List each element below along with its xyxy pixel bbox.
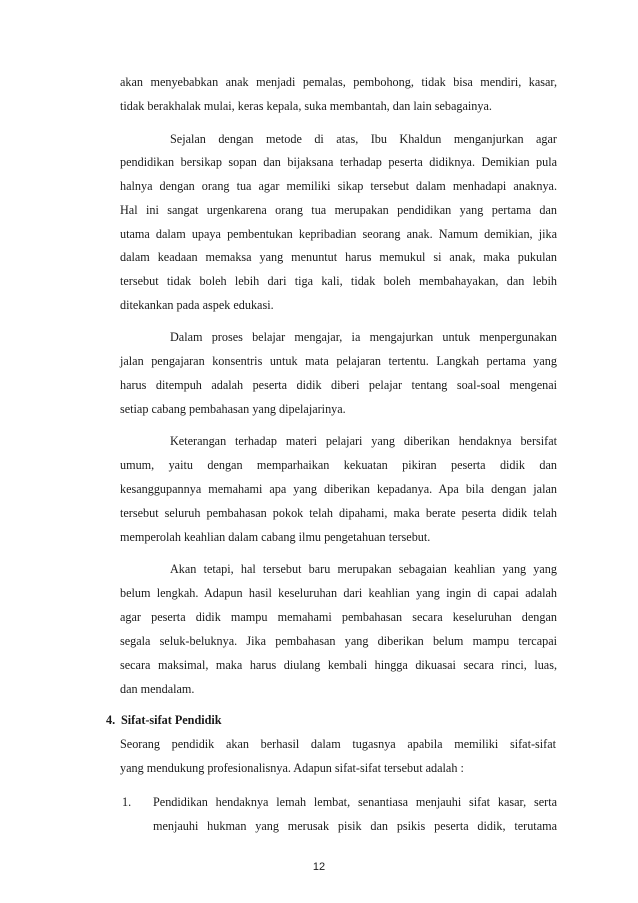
section-title: Sifat-sifat Pendidik — [121, 713, 222, 727]
paragraph-line: umum, yaitu dengan memparhaikan kekuatan pikiran peserta didik dan — [120, 458, 557, 472]
list-item-line: Pendidikan hendaknya lemah lembat, senantiasa menjauhi sifat kasar, serta — [153, 795, 557, 809]
paragraph-line: pendidikan bersikap sopan dan bijaksana terhadap peserta didiknya. Demikian pula — [120, 155, 557, 169]
paragraph-line: tidak berakhalak mulai, keras kepala, suka membantah, dan lain sebagainya. — [120, 99, 492, 113]
paragraph-line: Akan tetapi, hal tersebut baru merupakan sebagaian keahlian yang yang — [170, 562, 557, 576]
paragraph-line: ditekankan pada aspek edukasi. — [120, 298, 274, 312]
paragraph-line: Sejalan dengan metode di atas, Ibu Khaldun menganjurkan agar — [170, 132, 557, 146]
paragraph-line: akan menyebabkan anak menjadi pemalas, pembohong, tidak bisa mendiri, kasar, — [120, 75, 557, 89]
paragraph-line: dalam keadaan memaksa yang menuntut harus memukul si anak, maka pukulan — [120, 250, 557, 264]
paragraph-line: agar peserta didik mampu memahami pembahasan secara keseluruhan dengan — [120, 610, 557, 624]
paragraph-line: utama dalam upaya pembentukan kepribadian seorang anak. Namum demikian, jika — [120, 227, 557, 241]
paragraph-line: memperolah keahlian dalam cabang ilmu pengetahuan tersebut. — [120, 530, 431, 544]
paragraph-line: halnya dengan orang tua agar memiliki sikap tersebut dalam menhadapi anaknya. — [120, 179, 557, 193]
section-number: 4. — [106, 713, 116, 727]
paragraph-line: Hal ini sangat urgenkarena orang tua merupakan pendidikan yang pertama dan — [120, 203, 557, 217]
paragraph-line: Keterangan terhadap materi pelajari yang diberikan hendaknya bersifat — [170, 434, 557, 448]
list-item-line: menjauhi hukman yang merusak pisik dan psikis peserta didik, terutama — [153, 819, 557, 833]
list-item-number: 1. — [122, 795, 132, 809]
section-intro-line: Seorang pendidik akan berhasil dalam tugasnya apabila memiliki sifat-sifat — [120, 737, 556, 751]
paragraph-line: jalan pengajaran konsentris untuk mata pelajaran tertentu. Langkah pertama yang — [120, 354, 557, 368]
section-intro-line: yang mendukung profesionalisnya. Adapun sifat-sifat tersebut adalah : — [120, 761, 464, 775]
paragraph-line: secara maksimal, maka harus diulang kembali hingga dikuasai secara rinci, luas, — [120, 658, 557, 672]
paragraph-line: kesanggupannya memahami apa yang diberikan kepadanya. Apa bila dengan jalan — [120, 482, 557, 496]
paragraph-line: tersebut tidak boleh lebih dari tiga kali, tidak boleh membahayakan, dan lebih — [120, 274, 557, 288]
paragraph-line: tersebut seluruh pembahasan pokok telah dipahami, maka berate peserta didik telah — [120, 506, 557, 520]
paragraph-line: segala seluk-beluknya. Jika pembahasan yang diberikan belum mampu tercapai — [120, 634, 557, 648]
paragraph-line: harus ditempuh adalah peserta didik diberi pelajar tentang soal-soal mengenai — [120, 378, 557, 392]
paragraph-line: belum lengkah. Adapun hasil keseluruhan dari keahlian yang ingin di capai adalah — [120, 586, 557, 600]
page-number: 12 — [312, 861, 326, 873]
paragraph-line: setiap cabang pembahasan yang dipelajarinya. — [120, 402, 346, 416]
paragraph-line: dan mendalam. — [120, 682, 195, 696]
paragraph-line: Dalam proses belajar mengajar, ia mengajurkan untuk menpergunakan — [170, 330, 557, 344]
